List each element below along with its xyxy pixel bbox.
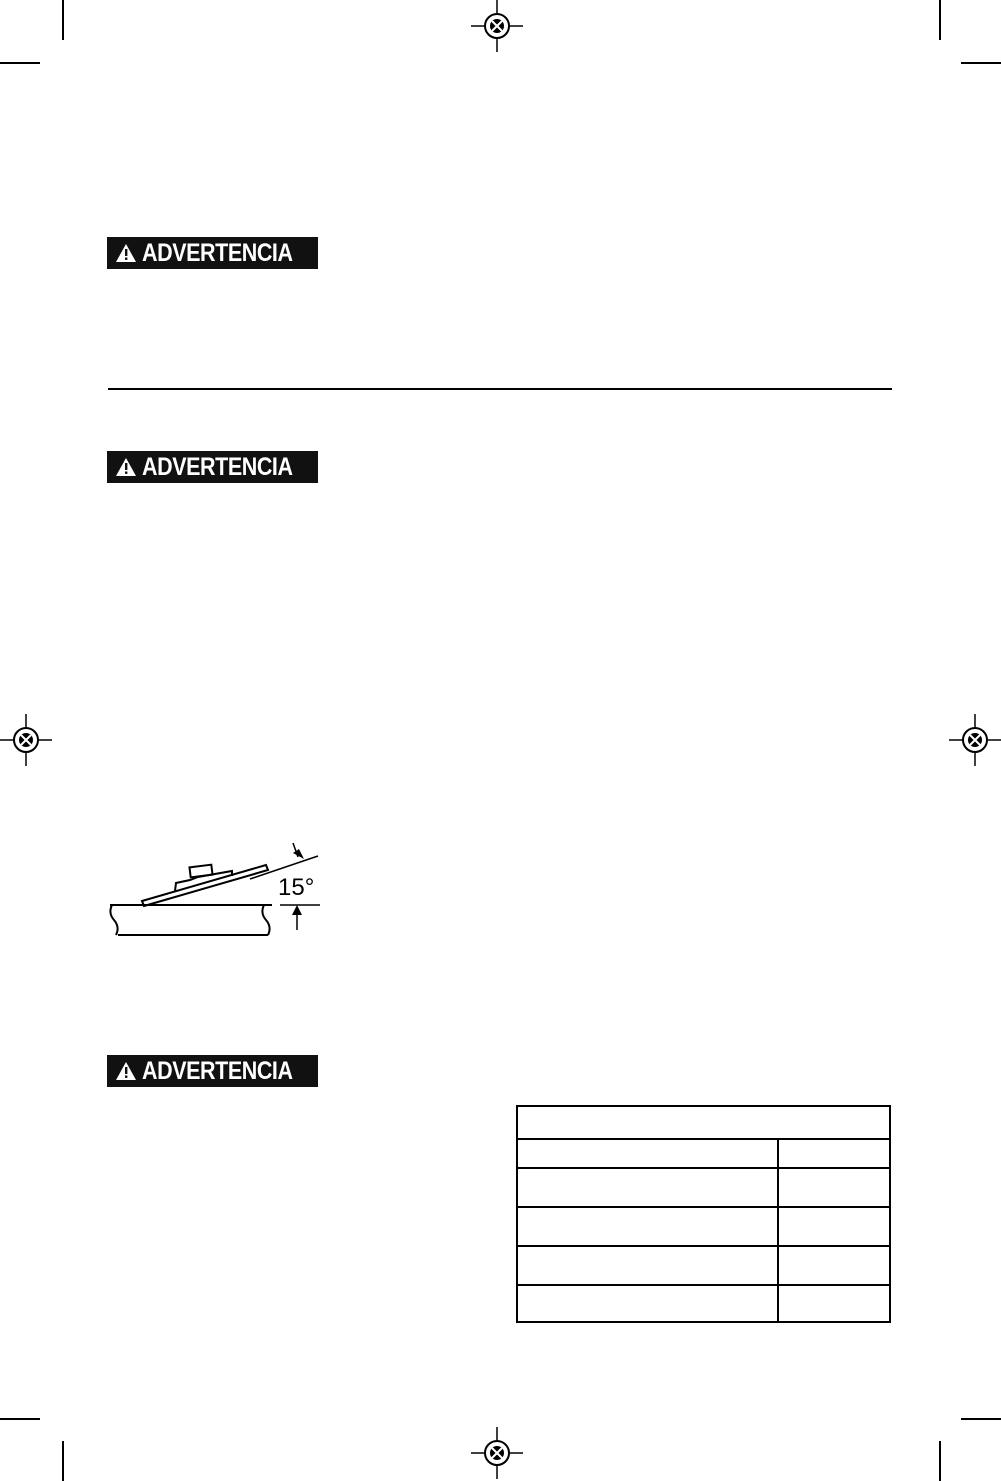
crop-mark-top-right-h (961, 62, 1001, 64)
angle-arrow-top-icon (293, 849, 304, 859)
crop-mark-top-left-v (62, 0, 64, 40)
grinding-disc-illustration (142, 865, 268, 906)
crop-mark-top-right-v (939, 0, 941, 40)
workpiece-illustration (110, 905, 272, 935)
table-row-divider (518, 1206, 889, 1208)
registration-mark-icon (471, 1427, 523, 1479)
registration-mark-icon (471, 0, 523, 52)
table-column-divider (777, 1138, 779, 1321)
crop-mark-bottom-left-v (62, 1441, 64, 1481)
table-row-divider (518, 1245, 889, 1247)
warning-triangle-icon (115, 243, 137, 263)
warning-banner (107, 1055, 318, 1087)
crop-mark-bottom-left-h (0, 1418, 40, 1420)
warning-label: ADVERTENCIA (142, 452, 293, 481)
warning-triangle-icon (115, 1061, 137, 1081)
grinding-angle-figure (100, 835, 330, 945)
registration-mark-icon (949, 714, 1001, 766)
warning-label: ADVERTENCIA (142, 238, 293, 267)
table-row-divider (518, 1167, 889, 1169)
warning-label: ADVERTENCIA (142, 1056, 293, 1085)
section-divider (108, 388, 892, 390)
table-row-divider (518, 1138, 889, 1140)
angle-label: 15° (278, 874, 315, 901)
table-row-divider (518, 1284, 889, 1286)
specification-table (516, 1105, 891, 1323)
crop-mark-bottom-right-v (939, 1441, 941, 1481)
registration-mark-icon (0, 714, 52, 766)
angle-arrow-bottom-icon (292, 905, 302, 915)
crop-mark-bottom-right-h (961, 1418, 1001, 1420)
warning-banner (107, 451, 318, 483)
warning-banner (107, 237, 318, 269)
crop-mark-top-left-h (0, 62, 40, 64)
warning-triangle-icon (115, 457, 137, 477)
